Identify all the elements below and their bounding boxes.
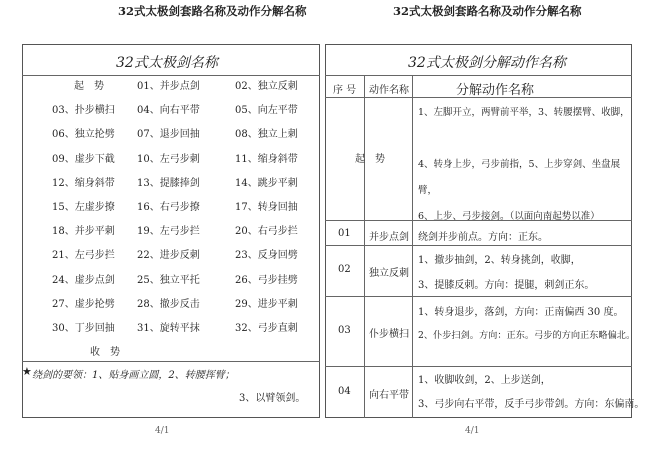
row-divider: [325, 245, 632, 246]
detail-column-header: 分解动作名称: [456, 83, 535, 98]
row-seq-02: 02: [338, 264, 351, 275]
left-header-divider: [22, 75, 320, 76]
row-name-04: 向右平带: [369, 390, 409, 401]
column-divider: [364, 75, 365, 418]
move-item: 06、独立抡劈: [52, 129, 115, 141]
move-item: 05、向左平带: [235, 105, 298, 117]
left-page-number: 4/1: [155, 426, 170, 436]
star-icon: ★: [22, 365, 32, 378]
right-header: 32式太极剑分解动作名称: [408, 55, 566, 71]
detail-line: 6、上步、弓步接剑。（以面向南起势以准）: [418, 211, 600, 222]
requirement-line-1: 绕剑的要领：1、贴身画立圆，2、转腰挥臂；: [32, 370, 235, 381]
row-name-01: 并步点剑: [369, 232, 409, 243]
move-item: 26、弓步挂劈: [235, 274, 298, 286]
move-item: 19、左弓步拦: [137, 226, 200, 238]
move-item: 24、虚步点剑: [52, 274, 115, 286]
name-column-header: 动作名称: [369, 85, 409, 96]
move-item: 28、撤步反击: [137, 298, 200, 310]
move-item: 16、右弓步撩: [137, 202, 200, 213]
row-detail-qishi: [418, 100, 636, 230]
move-item: 25、独立平托: [137, 274, 200, 286]
detail-line: [418, 126, 636, 152]
move-item: 08、独立上刺: [235, 129, 298, 141]
move-item: 01、并步点剑: [137, 81, 200, 92]
move-item: 14、跳步平刺: [235, 177, 298, 189]
row-detail-03-line1: 1、转身退步，落剑，方向：正南偏西 30 度。: [418, 307, 624, 318]
column-divider: [412, 75, 413, 418]
detail-line: 臂，: [418, 185, 438, 196]
row-name-qishi: 起 势: [355, 154, 385, 165]
row-detail-02-line1: 1、撤步抽剑，2、转身挑剑，收脚，: [418, 255, 581, 266]
row-seq-03: 03: [338, 325, 351, 336]
right-header-divider: [325, 75, 632, 76]
move-item: 18、并步平刺: [52, 226, 115, 238]
move-item: 03、扑步横扫: [52, 105, 115, 117]
row-divider: [325, 366, 632, 367]
move-item: 20、右弓步拦: [235, 226, 298, 238]
move-item: 29、进步平刺: [235, 298, 298, 310]
detail-line: 4、转身上步，弓步前指，5、上步穿剑、坐盘展: [418, 159, 621, 170]
detail-line: 1、左脚开立，两臂前平举，3、转腰摆臂、收脚，: [418, 107, 630, 118]
move-item: 27、虚步抡劈: [52, 298, 115, 310]
row-detail-01: 绕剑并步前点。方向：正东。: [418, 232, 548, 243]
move-item: 31、旋转平抹: [137, 323, 200, 334]
row-name-02: 独立反刺: [369, 268, 409, 279]
row-seq-01: 01: [338, 228, 351, 239]
row-detail-03-line2: 2、仆步扫剑。方向：正东。弓步的方向正东略偏北。: [418, 330, 636, 341]
row-divider: [325, 296, 632, 297]
left-page-title: 32式太极剑套路名称及动作分解名称: [118, 4, 307, 18]
move-item: 23、反身回劈: [235, 250, 298, 262]
row-name-03: 仆步横扫: [369, 329, 409, 340]
left-header: 32式太极剑名称: [116, 55, 218, 71]
move-item: 22、进步反刺: [137, 250, 200, 262]
move-item: 21、左弓步拦: [52, 250, 115, 262]
move-item: 07、退步回抽: [137, 129, 200, 141]
move-item: 起 势: [74, 81, 104, 92]
right-page-title: 32式太极剑套路名称及动作分解名称: [393, 4, 582, 18]
row-detail-04-line1: 1、收脚收剑，2、上步送剑，: [418, 375, 551, 386]
move-item: 02、独立反刺: [235, 81, 298, 92]
move-item: 09、虚步下截: [52, 153, 115, 165]
requirement-line-2: 3、以臂领剑。: [239, 393, 306, 404]
move-item: 15、左虚步撩: [52, 202, 115, 213]
row-seq-04: 04: [338, 386, 351, 397]
move-item: 30、丁步回抽: [52, 323, 115, 334]
closing-move: 收 势: [90, 347, 120, 358]
move-item: 32、弓步直刺: [235, 323, 298, 334]
move-item: 17、转身回抽: [235, 202, 298, 213]
move-item: 13、提膝捧剑: [137, 177, 200, 189]
requirement-divider: [22, 361, 320, 362]
right-page-number: 4/1: [465, 426, 480, 436]
seq-column-header: 序 号: [333, 85, 357, 96]
move-item: 11、缩身斜带: [235, 153, 298, 165]
row-detail-02-line2: 3、提膝反刺。方向：提腿，刺剑正东。: [418, 280, 595, 291]
row-detail-04-line2: 3、弓步向右平带，反手弓步带剑。方向：东偏南。: [418, 399, 645, 410]
move-item: 10、左弓步刺: [137, 153, 200, 165]
move-item: 04、向右平带: [137, 105, 200, 117]
move-item: 12、缩身斜带: [52, 177, 115, 189]
